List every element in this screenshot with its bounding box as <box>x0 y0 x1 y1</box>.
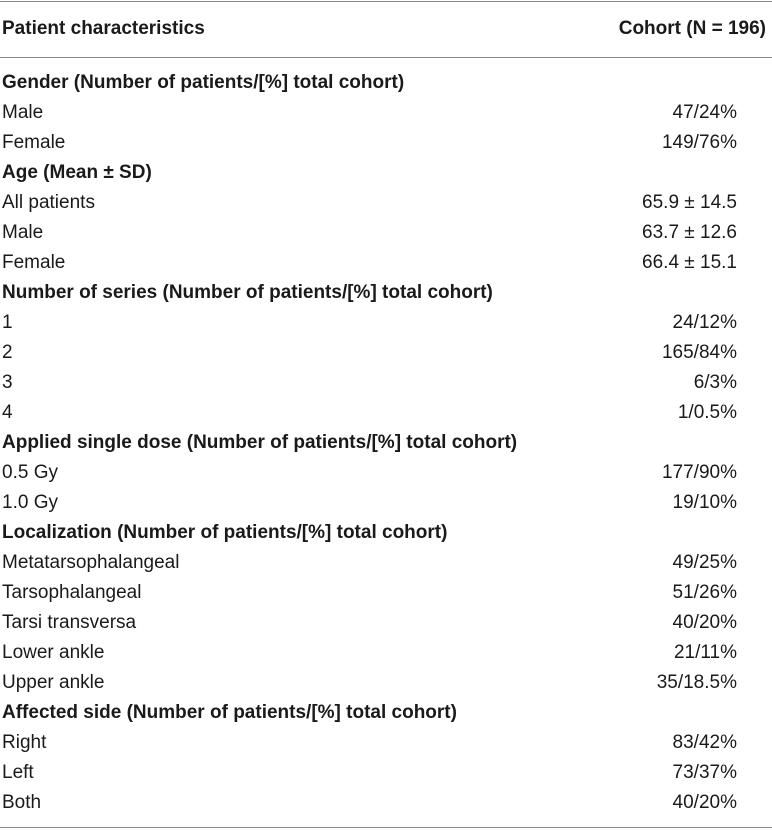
section-number-of-series <box>0 278 772 308</box>
table-row <box>0 308 772 338</box>
row-value: 149/76% <box>661 132 737 153</box>
row-value: 165/84% <box>661 342 737 363</box>
table-header-row <box>0 14 772 44</box>
table-row <box>0 668 772 698</box>
row-label: 4 <box>2 402 13 423</box>
table-row <box>0 458 772 488</box>
table-row <box>0 578 772 608</box>
row-label: 1.0 Gy <box>2 492 58 513</box>
row-value: 35/18.5% <box>656 672 737 693</box>
table-row <box>0 98 772 128</box>
table-row <box>0 248 772 278</box>
row-label: Upper ankle <box>2 672 105 693</box>
row-label: Left <box>2 762 34 783</box>
section-affected-side <box>0 698 772 728</box>
section-gender <box>0 68 772 98</box>
section-title: Number of series (Number of patients/[%] total cohort) <box>2 282 493 303</box>
bottom-rule <box>0 827 772 828</box>
row-label: Male <box>2 102 44 123</box>
row-value: 1/0.5% <box>677 402 737 423</box>
table-row <box>0 488 772 518</box>
row-value: 63.7 ± 12.6 <box>642 222 737 243</box>
section-localization <box>0 518 772 548</box>
table-row <box>0 638 772 668</box>
row-label: Tarsi transversa <box>2 612 137 633</box>
section-applied-single-dose <box>0 428 772 458</box>
row-value: 65.9 ± 14.5 <box>642 192 737 213</box>
table-row <box>0 398 772 428</box>
row-value: 6/3% <box>693 372 737 393</box>
row-label: Male <box>2 222 44 243</box>
row-value: 24/12% <box>672 312 737 333</box>
table-row <box>0 548 772 578</box>
row-label: Tarsophalangeal <box>2 582 142 603</box>
row-label: 0.5 Gy <box>2 462 58 483</box>
row-label: 1 <box>2 312 13 333</box>
table-row <box>0 128 772 158</box>
row-label: Both <box>2 792 42 813</box>
row-label: Lower ankle <box>2 642 105 663</box>
row-label: Female <box>2 132 66 153</box>
header-characteristics: Patient characteristics <box>2 18 205 39</box>
row-value: 66.4 ± 15.1 <box>642 252 737 273</box>
row-value: 47/24% <box>672 102 737 123</box>
table-row <box>0 218 772 248</box>
section-title: Localization (Number of patients/[%] total cohort) <box>2 522 448 543</box>
row-value: 49/25% <box>672 552 737 573</box>
row-label: 3 <box>2 372 13 393</box>
row-value: 177/90% <box>661 462 737 483</box>
row-label: All patients <box>2 192 95 213</box>
row-value: 40/20% <box>672 792 737 813</box>
header-cohort: Cohort (N = 196) <box>618 18 766 39</box>
section-age <box>0 158 772 188</box>
table-row <box>0 608 772 638</box>
top-rule <box>0 1 772 2</box>
section-title: Affected side (Number of patients/[%] total cohort) <box>2 702 457 723</box>
table-row <box>0 338 772 368</box>
section-title: Applied single dose (Number of patients/[%] total cohort) <box>2 432 518 453</box>
row-value: 21/11% <box>673 642 737 663</box>
row-value: 40/20% <box>672 612 737 633</box>
header-rule <box>0 57 772 58</box>
row-label: 2 <box>2 342 13 363</box>
row-label: Female <box>2 252 66 273</box>
table-row <box>0 728 772 758</box>
section-title: Gender (Number of patients/[%] total cohort) <box>2 72 405 93</box>
row-value: 51/26% <box>672 582 737 603</box>
row-label: Metatarsophalangeal <box>2 552 180 573</box>
table-row <box>0 368 772 398</box>
section-title: Age (Mean ± SD) <box>2 162 152 183</box>
row-label: Right <box>2 732 47 753</box>
row-value: 19/10% <box>672 492 737 513</box>
table-row <box>0 758 772 788</box>
table-row <box>0 188 772 218</box>
table-row <box>0 788 772 818</box>
row-value: 73/37% <box>672 762 737 783</box>
row-value: 83/42% <box>672 732 737 753</box>
